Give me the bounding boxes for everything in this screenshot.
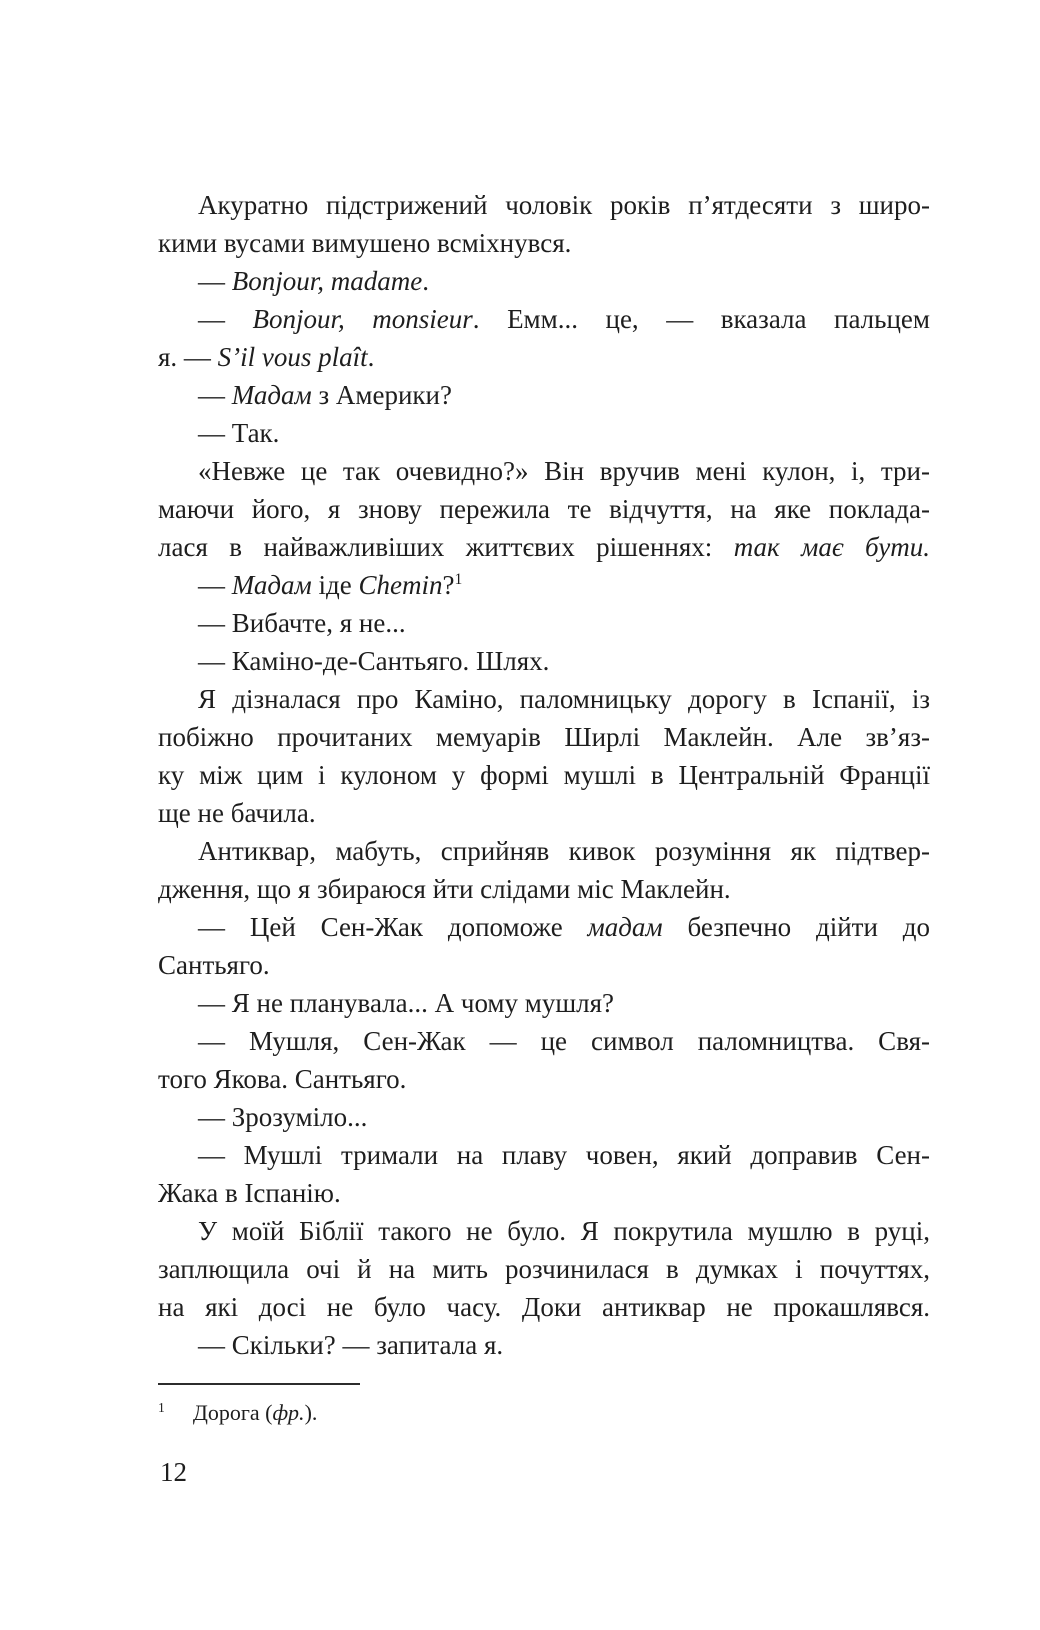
text-line: заплющила очі й на мить розчинилася в думках і почуттях,: [158, 1254, 930, 1284]
text-line: — Я не планувала... А чому мушля?: [198, 988, 615, 1018]
text-line: дження, що я збираюся йти слідами міс Маклейн.: [158, 874, 731, 904]
text-line: — Цей Сен-Жак допоможе мадам безпечно дійти до: [198, 912, 931, 942]
text-block: [158, 186, 930, 1364]
text-line: «Невже це так очевидно?» Він вручив мені кулон, і, три-: [198, 456, 930, 486]
text-line: кими вусами вимушено всміхнувся.: [158, 228, 572, 258]
text-line: я. — S’il vous plaît.: [158, 342, 375, 372]
text-line: лася в найважливіших життєвих рішеннях: так має бути.: [158, 532, 930, 562]
text-line: — Мадам іде Chemin?$^1$: [198, 570, 463, 600]
text-line: Акуратно підстрижений чоловік років п’ятдесяти з широ-: [198, 190, 930, 220]
text-line: — Bonjour, monsieur. Емм... це, — вказала пальцем: [198, 304, 930, 334]
text-line: того Якова. Сантьяго.: [158, 1064, 407, 1094]
footnote: [158, 1398, 930, 1428]
text-line: Антиквар, мабуть, сприйняв кивок розуміння як підтвер-: [198, 836, 930, 866]
text-line: на які досі не було часу. Доки антиквар не прокашлявся.: [158, 1292, 930, 1322]
footnote-marker: 1: [158, 1399, 165, 1415]
text-line: ку між цим і кулоном у формі мушлі в Центральній Франції: [158, 760, 930, 790]
text-line: ще не бачила.: [158, 798, 316, 828]
text-line: — Bonjour, madame.: [198, 266, 429, 296]
text-line: — Зрозуміло...: [198, 1102, 368, 1132]
text-line: — Вибачте, я не...: [198, 608, 406, 638]
text-line: побіжно прочитаних мемуарів Ширлі Маклейн. Але зв’яз-: [158, 722, 930, 752]
text-line: Сантьяго.: [158, 950, 270, 980]
text-line: — Мадам з Америки?: [198, 380, 452, 410]
text-line: Жака в Іспанію.: [158, 1178, 341, 1208]
text-line: — Каміно-де-Сантьяго. Шлях.: [198, 646, 550, 676]
text-line: Я дізналася про Каміно, паломницьку дорогу в Іспанії, із: [198, 684, 930, 714]
page-number: 12: [160, 1457, 187, 1487]
text-line: — Мушля, Сен-Жак — це символ паломництва. Свя-: [198, 1026, 930, 1056]
text-line: — Мушлі тримали на плаву човен, який доправив Сен-: [198, 1140, 930, 1170]
text-line: маючи його, я знову пережила те відчуття, на яке поклада-: [158, 494, 930, 524]
text-line: У моїй Біблії такого не було. Я покрутила мушлю в руці,: [198, 1216, 930, 1246]
text-line: — Так.: [198, 418, 280, 448]
footnote-text: Дорога (фр.).: [192, 1400, 318, 1425]
text-line: — Скільки? — запитала я.: [198, 1330, 504, 1360]
footnote-divider: [158, 1383, 360, 1385]
